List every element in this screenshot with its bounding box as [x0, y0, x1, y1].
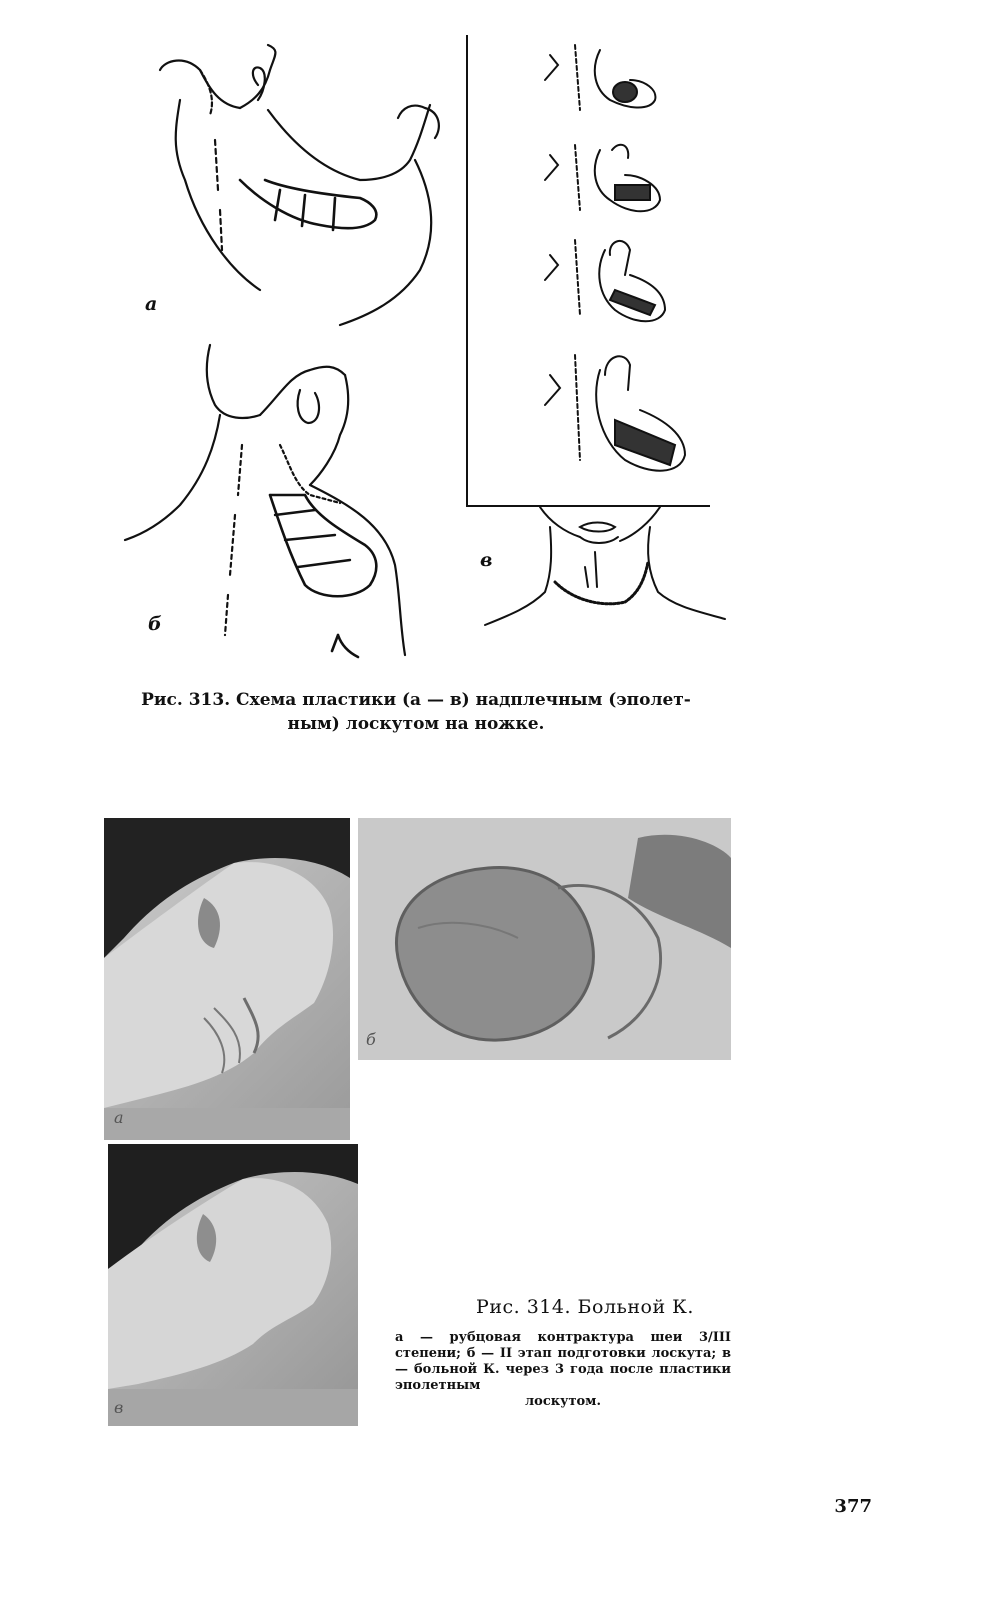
figure-314-photo-v — [108, 1144, 358, 1426]
figure-314-photo-v-label: в — [114, 1398, 124, 1417]
figure-314-photo-b — [358, 818, 731, 1060]
figure-314-photo-a-image — [104, 818, 350, 1140]
figure-313 — [100, 25, 740, 665]
figure-314-title: Рис. 314. Больной К. — [476, 1296, 694, 1318]
figure-313-panel-v-label: в — [480, 549, 493, 571]
page-number: 377 — [834, 1496, 872, 1517]
figure-314-photo-a — [104, 818, 350, 1140]
figure-313-panel-a-label: а — [145, 293, 158, 315]
figure-313-panel-v-neck-drawing — [480, 507, 740, 647]
figure-314-photo-a-label: а — [114, 1108, 124, 1127]
figure-314-photo-v-image — [108, 1144, 358, 1426]
figure-313-caption — [118, 688, 714, 736]
figure-314-photo-b-label: б — [366, 1030, 376, 1049]
figure-314-photo-b-image — [358, 818, 731, 1060]
figure-313-panel-v-sequence — [530, 40, 710, 500]
figure-313-panel-a-drawing — [140, 30, 460, 330]
figure-314-caption-text: а — рубцовая контрактура шеи 3/III степени; б — II этап подготовки лоскута; в — больной К. через 3 года после пластики эполетным — [395, 1330, 731, 1393]
figure-313-caption-line-1: Рис. 313. Схема пластики (а — в) надплечным (эполет- — [141, 690, 691, 710]
figure-314-caption-last-line: лоскутом. — [524, 1394, 601, 1409]
figure-313-panel-b-label: б — [148, 613, 162, 635]
figure-313-caption-line-2: ным) лоскутом на ножке. — [287, 714, 545, 734]
figure-314-caption — [395, 1330, 731, 1410]
